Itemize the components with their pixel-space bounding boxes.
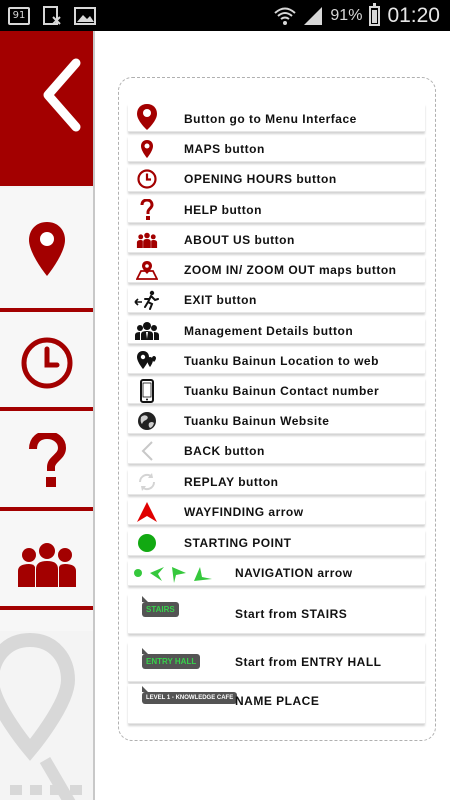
legend-label: Tuanku Bainun Contact number	[184, 384, 380, 398]
legend-row-help	[128, 197, 425, 223]
legend-label: Management Details button	[184, 324, 354, 338]
clock-icon	[20, 336, 74, 390]
about-us-button[interactable]	[0, 511, 93, 631]
legend-label: Tuanku Bainun Location to web	[184, 354, 379, 368]
legend-label: HELP button	[184, 203, 262, 217]
wifi-icon	[274, 6, 296, 26]
legend-row-location-web	[128, 348, 425, 374]
back-button[interactable]	[0, 31, 93, 186]
battery-percent: 91%	[330, 7, 363, 24]
maps-button[interactable]	[0, 188, 93, 308]
legend-label: Tuanku Bainun Website	[184, 414, 330, 428]
legend-row-menu	[128, 104, 425, 132]
legend-row-replay	[128, 469, 425, 495]
status-bar-right	[274, 4, 440, 28]
bubble-text: STAIRS	[146, 605, 175, 614]
legend-label: Button go to Menu Interface	[184, 112, 357, 126]
map-pin-icon	[27, 220, 67, 278]
sim-label: 91	[12, 10, 26, 21]
question-icon	[27, 433, 67, 489]
entry-hall-bubble-icon	[142, 654, 200, 669]
legend-label: BACK button	[184, 444, 265, 458]
legend-label: MAPS button	[184, 142, 265, 156]
legend-row-navigation	[128, 560, 425, 586]
navigation-arrows-icon	[132, 561, 218, 585]
sim-91-icon	[8, 7, 30, 25]
group-icon	[17, 541, 77, 587]
legend-label: WAYFINDING arrow	[184, 505, 304, 519]
map-pin-icon	[136, 103, 158, 131]
legend-row-name-place	[128, 684, 425, 724]
legend-row-opening-hours	[128, 166, 425, 192]
phone-icon	[140, 379, 154, 403]
exit-icon	[134, 290, 160, 310]
clock-time: 01:20	[387, 4, 440, 27]
legend-label: REPLAY button	[184, 475, 279, 489]
legend-label: OPENING HOURS button	[184, 172, 337, 186]
legend-label: Start from ENTRY HALL	[235, 655, 382, 669]
back-chevron-icon	[0, 31, 93, 186]
legend-row-about-us	[128, 227, 425, 253]
bubble-text: LEVEL 1 - KNOWLEDGE CAFE	[146, 695, 234, 701]
sidebar-divider	[0, 606, 93, 610]
stairs-bubble-icon	[142, 602, 179, 617]
legend-label: NAVIGATION arrow	[235, 566, 353, 580]
legend-row-contact	[128, 378, 425, 404]
legend-row-website	[128, 408, 425, 434]
bubble-text: ENTRY HALL	[146, 657, 197, 666]
back-chevron-icon	[140, 440, 154, 462]
legend-label: STARTING POINT	[184, 536, 292, 550]
legend-row-wayfinding	[128, 499, 425, 525]
legend-row-entry-hall	[128, 642, 425, 682]
signal-icon	[303, 6, 323, 26]
legend-label: EXIT button	[184, 293, 257, 307]
globe-icon	[137, 411, 157, 431]
location-web-icon	[136, 350, 158, 372]
replay-icon	[136, 471, 158, 493]
sidebar	[0, 31, 95, 800]
legend-label: ABOUT US button	[184, 233, 295, 247]
image-icon	[74, 6, 96, 26]
legend-row-stairs	[128, 594, 425, 634]
decorative-map-pin-icon	[0, 620, 95, 800]
question-icon	[140, 199, 154, 221]
wayfinding-arrow-icon	[136, 501, 158, 523]
legend-row-back	[128, 438, 425, 464]
legend-label: NAME PLACE	[235, 694, 320, 708]
no-sim-icon	[42, 6, 62, 26]
map-pin-small-icon	[140, 139, 154, 159]
legend-row-zoom	[128, 257, 425, 283]
status-bar	[0, 0, 450, 31]
legend-row-management	[128, 318, 425, 344]
management-icon	[135, 321, 159, 341]
clock-icon	[137, 169, 157, 189]
legend-label: ZOOM IN/ ZOOM OUT maps button	[184, 263, 397, 277]
legend-label: Start from STAIRS	[235, 607, 348, 621]
zoom-map-icon	[136, 260, 158, 280]
name-place-bubble-icon	[142, 692, 237, 704]
starting-point-icon	[137, 533, 157, 553]
status-bar-left-icons	[8, 6, 96, 26]
battery-icon	[369, 6, 380, 26]
group-icon	[136, 232, 158, 248]
legend-row-starting-point	[128, 530, 425, 556]
legend-row-maps	[128, 136, 425, 162]
legend-row-exit	[128, 287, 425, 313]
